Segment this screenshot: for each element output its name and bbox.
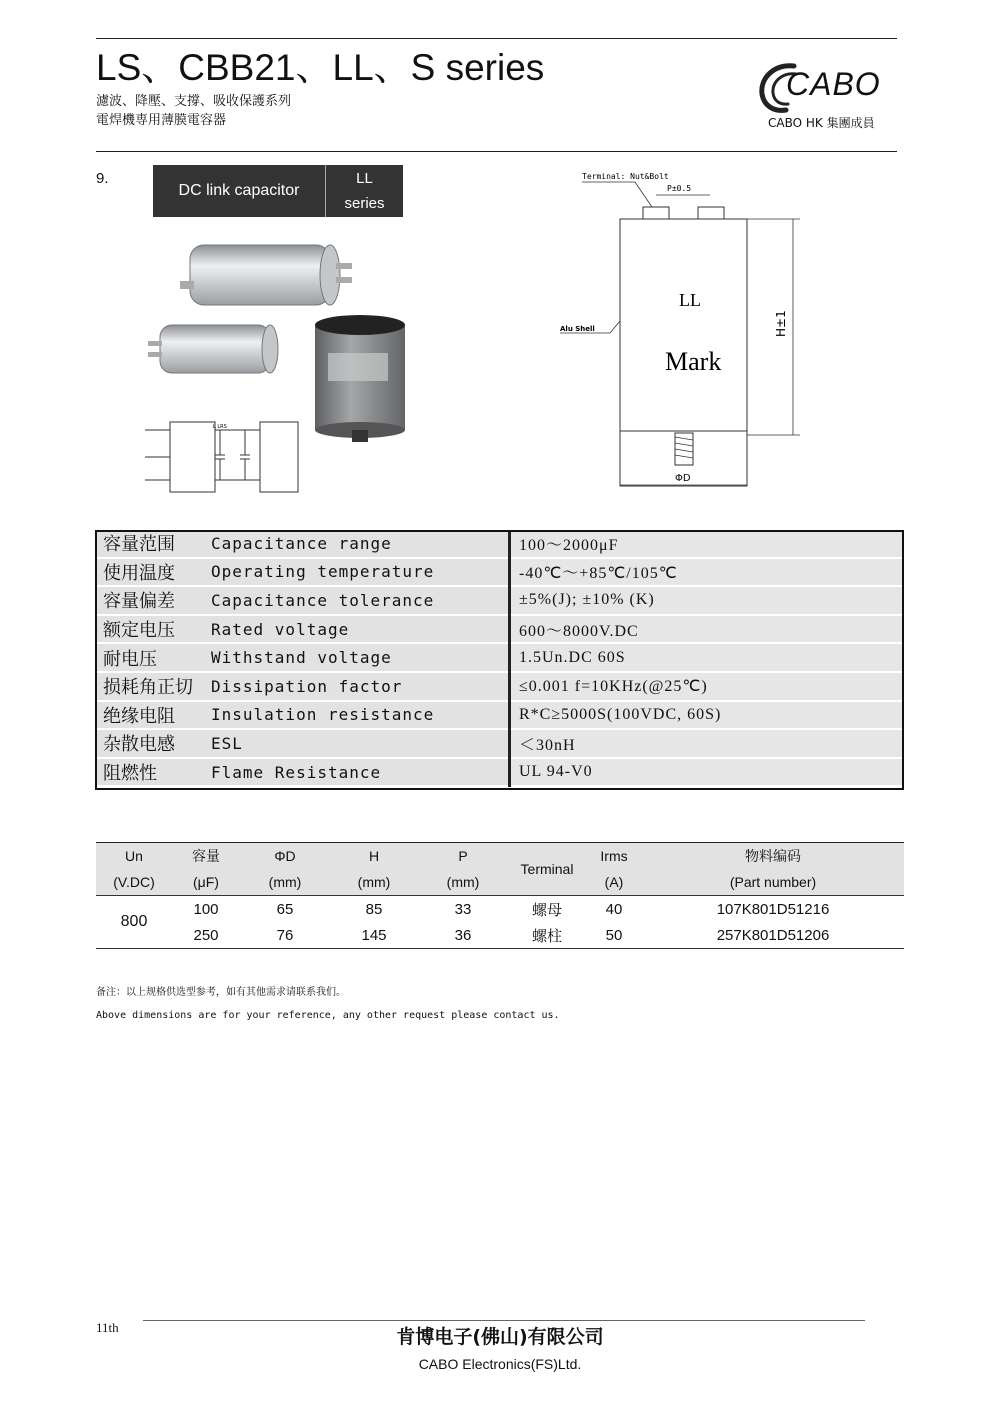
- spec-cn: 容量偏差: [95, 586, 203, 615]
- spec-cn: 损耗角正切: [95, 672, 203, 701]
- cell-cap: 250: [193, 926, 219, 944]
- parts-header-row: [96, 869, 904, 896]
- product-photos: [140, 225, 430, 445]
- spec-en: Operating temperature: [203, 558, 510, 587]
- header-p-unit: (mm): [418, 869, 508, 896]
- cell-irms: 40: [605, 900, 623, 918]
- cell-p: 36: [454, 926, 472, 944]
- spec-value: UL 94-V0: [510, 758, 905, 787]
- cell-cap: 100: [193, 900, 219, 918]
- body-label-ll: LL: [679, 290, 701, 310]
- spec-en: Capacitance tolerance: [203, 586, 510, 615]
- table-row: [96, 922, 904, 949]
- dimension-drawing: [555, 165, 815, 495]
- product-label-box: [153, 165, 403, 217]
- series-line-1: LL: [356, 170, 373, 187]
- pitch-label: P±0.5: [667, 184, 692, 193]
- header-irms: Irms: [586, 843, 642, 869]
- diameter-label: ΦD: [675, 473, 691, 484]
- spec-cn: 使用温度: [95, 558, 203, 587]
- header-rule: [96, 151, 897, 152]
- cell-part: 257K801D51206: [716, 926, 830, 944]
- spec-cn: 容量范围: [95, 530, 203, 558]
- spec-en: Rated voltage: [203, 615, 510, 644]
- header-cap: 容量: [172, 843, 240, 869]
- circuit-label: L LRS: [213, 424, 227, 430]
- spec-value: 600～8000V.DC: [510, 615, 905, 644]
- body-label-mark: Mark: [665, 347, 722, 376]
- subtitle-line-1: 濾波、降壓、支撐、吸收保護系列: [96, 94, 292, 109]
- cell-irms: 50: [605, 926, 623, 944]
- spec-en: Insulation resistance: [203, 701, 510, 730]
- spec-value: ≤0.001 f=10KHz(@25℃): [510, 672, 905, 701]
- footer-rule: [143, 1320, 865, 1321]
- header-un-unit: (V.DC): [96, 869, 172, 896]
- logo-subtitle: CABO HK 集團成員: [768, 116, 875, 130]
- product-label: DC link capacitor: [153, 165, 326, 217]
- header-part: 物料编码: [642, 843, 904, 869]
- spec-cn: 杂散电感: [95, 729, 203, 758]
- spec-value: ＜30nH: [510, 729, 905, 758]
- circuit-diagram: [145, 420, 305, 495]
- company-name-cn: 肯博电子(佛山)有限公司: [396, 1326, 604, 1348]
- capacitor-can-photo: [315, 315, 405, 442]
- spec-value: -40℃～+85℃/105℃: [510, 558, 905, 587]
- header-h: H: [330, 843, 418, 869]
- note-cn: 备注：以上规格供选型参考，如有其他需求请联系我们。: [96, 987, 346, 998]
- shell-label: Alu Shell: [560, 325, 595, 333]
- cell-d: 65: [276, 900, 294, 918]
- header-irms-unit: (A): [586, 869, 642, 896]
- series-line-2: series: [344, 195, 385, 212]
- cell-terminal: 螺母: [531, 901, 562, 919]
- header-cap-unit: (μF): [172, 869, 240, 896]
- header-h-unit: (mm): [330, 869, 418, 896]
- spec-en: ESL: [203, 729, 510, 758]
- cell-d: 76: [276, 926, 294, 944]
- voltage-cell: 800: [120, 913, 148, 930]
- header-d-unit: (mm): [240, 869, 330, 896]
- cell-h: 85: [365, 900, 383, 918]
- height-label: H±1: [774, 310, 788, 337]
- capacitor-small-photo: [148, 325, 278, 373]
- logo-text: CABO: [786, 66, 881, 102]
- header-p: P: [418, 843, 508, 869]
- cell-h: 145: [361, 926, 387, 944]
- page-number: 11th: [96, 1320, 119, 1335]
- spec-value: ±5%(J); ±10% (K): [510, 586, 905, 615]
- cell-part: 107K801D51216: [716, 900, 830, 918]
- spec-en: Flame Resistance: [203, 758, 510, 787]
- parts-table: [96, 843, 904, 949]
- header-un: Un: [96, 843, 172, 869]
- spec-cn: 耐电压: [95, 643, 203, 672]
- spec-en: Withstand voltage: [203, 643, 510, 672]
- cell-terminal: 螺柱: [531, 927, 562, 945]
- spec-value: 1.5Un.DC 60S: [510, 643, 905, 672]
- spec-value: 100～2000μF: [510, 530, 905, 558]
- terminal-label: Terminal: Nut&Bolt: [582, 172, 669, 181]
- table-row: [96, 896, 904, 923]
- company-name-en: CABO Electronics(FS)Ltd.: [418, 1356, 582, 1372]
- spec-value: R*C≥5000S(100VDC, 60S): [510, 701, 905, 730]
- top-rule: [96, 38, 897, 39]
- page-title: LS、CBB21、LL、S series: [96, 47, 545, 88]
- header-d: ΦD: [240, 843, 330, 869]
- spec-en: Dissipation factor: [203, 672, 510, 701]
- spec-cn: 额定电压: [95, 615, 203, 644]
- subtitle-line-2: 電焊機専用薄膜電容器: [96, 113, 227, 128]
- spec-cn: 阻燃性: [95, 758, 203, 787]
- note-en: Above dimensions are for your reference, any other request please contact us.: [96, 1010, 560, 1021]
- capacitor-large-photo: [180, 245, 352, 305]
- parts-header-row: [96, 843, 904, 869]
- section-number: 9.: [96, 170, 109, 187]
- header-terminal: Terminal: [508, 843, 586, 896]
- series-label: [326, 165, 403, 217]
- spec-cn: 绝缘电阻: [95, 701, 203, 730]
- spec-en: Capacitance range: [203, 530, 510, 558]
- header-part-unit: (Part number): [642, 869, 904, 896]
- spec-table-border: [95, 530, 904, 790]
- cell-p: 33: [454, 900, 472, 918]
